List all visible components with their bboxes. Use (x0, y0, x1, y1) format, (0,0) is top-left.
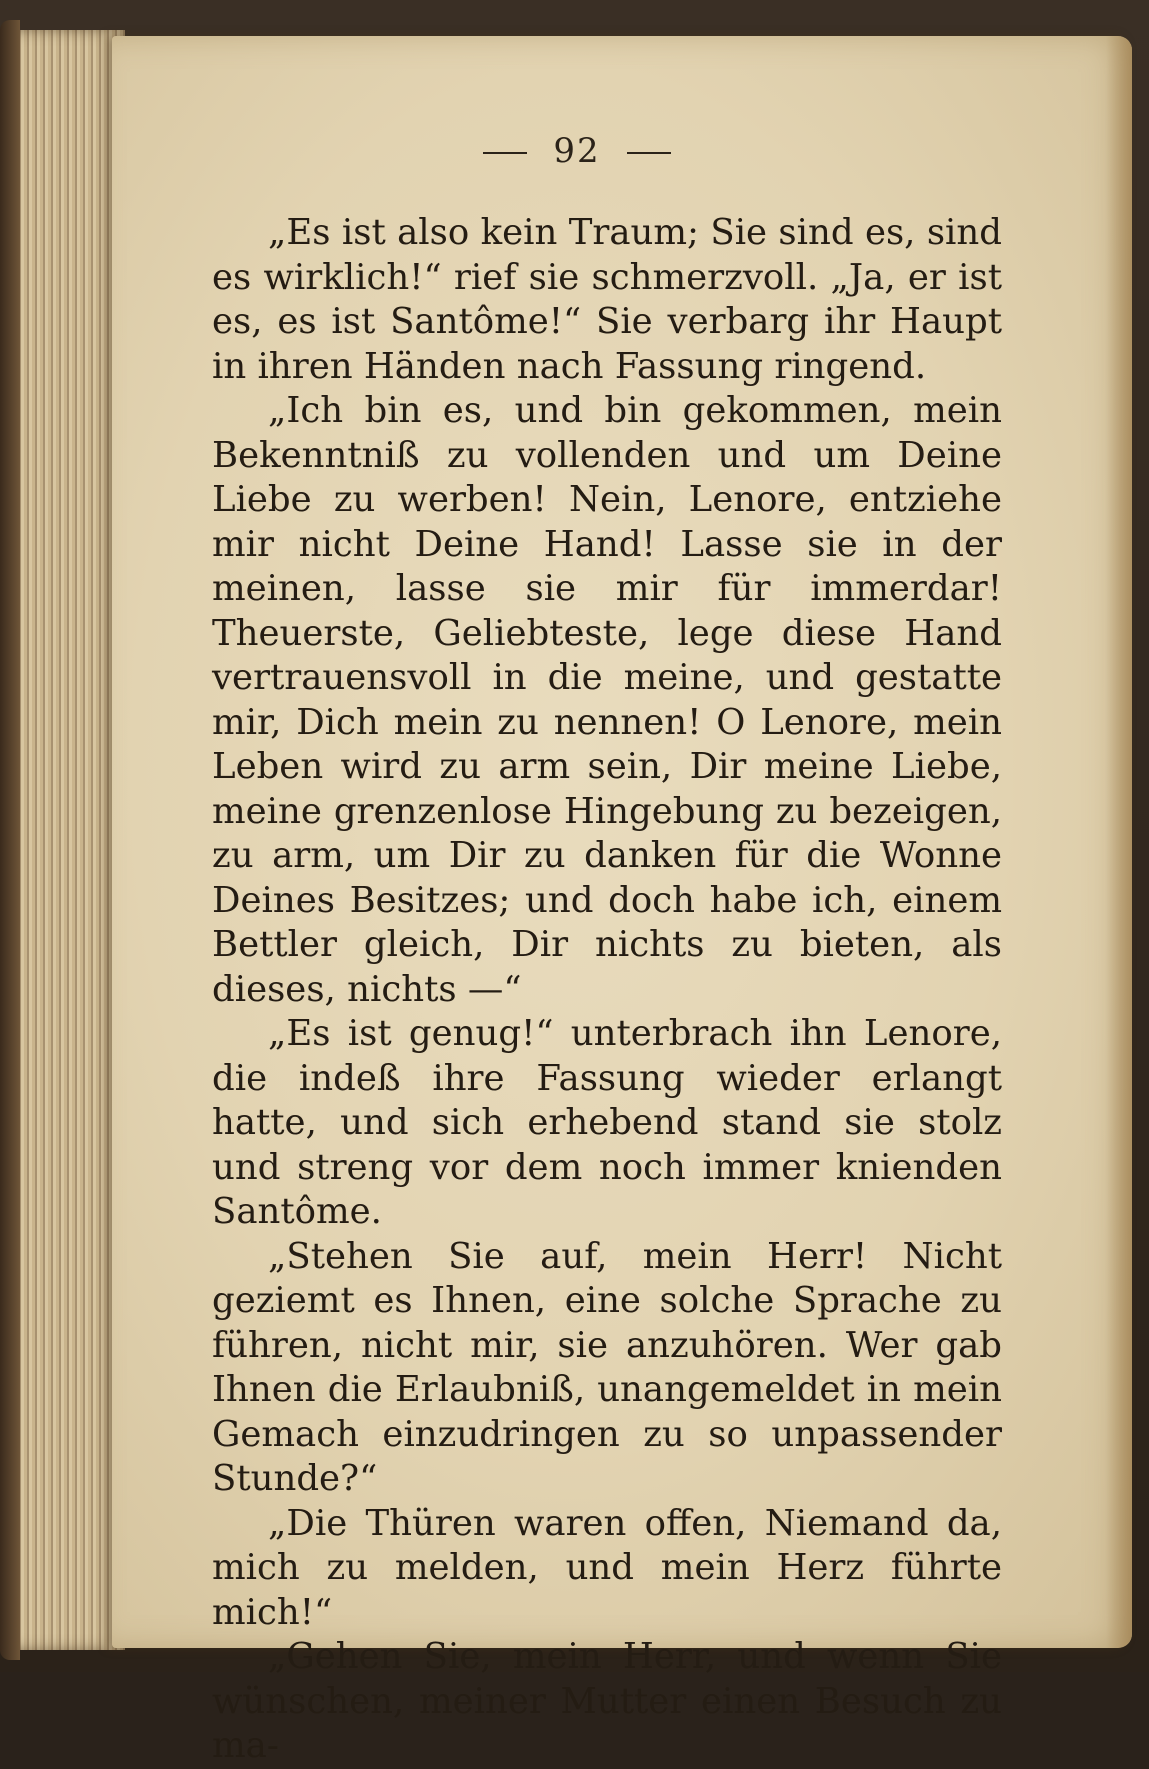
paragraph: „Stehen Sie auf, mein Herr! Nicht geziemt es Ihnen, eine solche Sprache zu führen, nicht mir, sie anzuhören. Wer gab Ihnen die Erlaubniß, unangemeldet in mein Gemach einzudringen zu so unpassender Stunde?“ (212, 1235, 1002, 1499)
header-dash-right (627, 152, 671, 154)
paragraph: „Gehen Sie, mein Herr, und wenn Sie wünschen, meiner Mutter einen Besuch zu ma- (212, 1636, 1002, 1766)
paragraph: „Die Thüren waren offen, Niemand da, mich zu melden, und mein Herz führte mich!“ (212, 1502, 1002, 1633)
body-text (212, 211, 1002, 1769)
page-edge-shadow (1106, 36, 1132, 1648)
book-spine (0, 20, 20, 1660)
header-dash-left (483, 152, 527, 154)
book-page (112, 36, 1132, 1766)
paragraph: „Ich bin es, und bin gekommen, mein Bekenntniß zu vollenden und um Deine Liebe zu werben! Nein, Lenore, entziehe mir nicht Deine Hand! Lasse sie in der meinen, lasse sie mir für immerdar! Theuerste, Geliebteste, lege diese Hand vertrauensvoll in die meine, und gestatte mir, Dich mein zu nennen! O Lenore, mein Leben wird zu arm sein, Dir meine Liebe, meine grenzenlose Hingebung zu bezeigen, zu arm, um Dir zu danken für die Wonne Deines Besitzes; und doch habe ich, einem Bettler gleich, Dir nichts zu bieten, als dieses, nichts —“ (212, 390, 1002, 1010)
paragraph: „Es ist genug!“ unterbrach ihn Lenore, die indeß ihre Fassung wieder erlangt hatte, und sich erhebend stand sie stolz und streng vor dem noch immer knienden Santôme. (212, 1013, 1002, 1232)
page-header (112, 131, 1042, 171)
page-number: 92 (553, 131, 601, 171)
paragraph: „Es ist also kein Traum; Sie sind es, sind es wirklich!“ rief sie schmerzvoll. „Ja, er ist es, es ist Santôme!“ Sie verbarg ihr Haupt in ihren Händen nach Fassung ringend. (212, 212, 1002, 387)
